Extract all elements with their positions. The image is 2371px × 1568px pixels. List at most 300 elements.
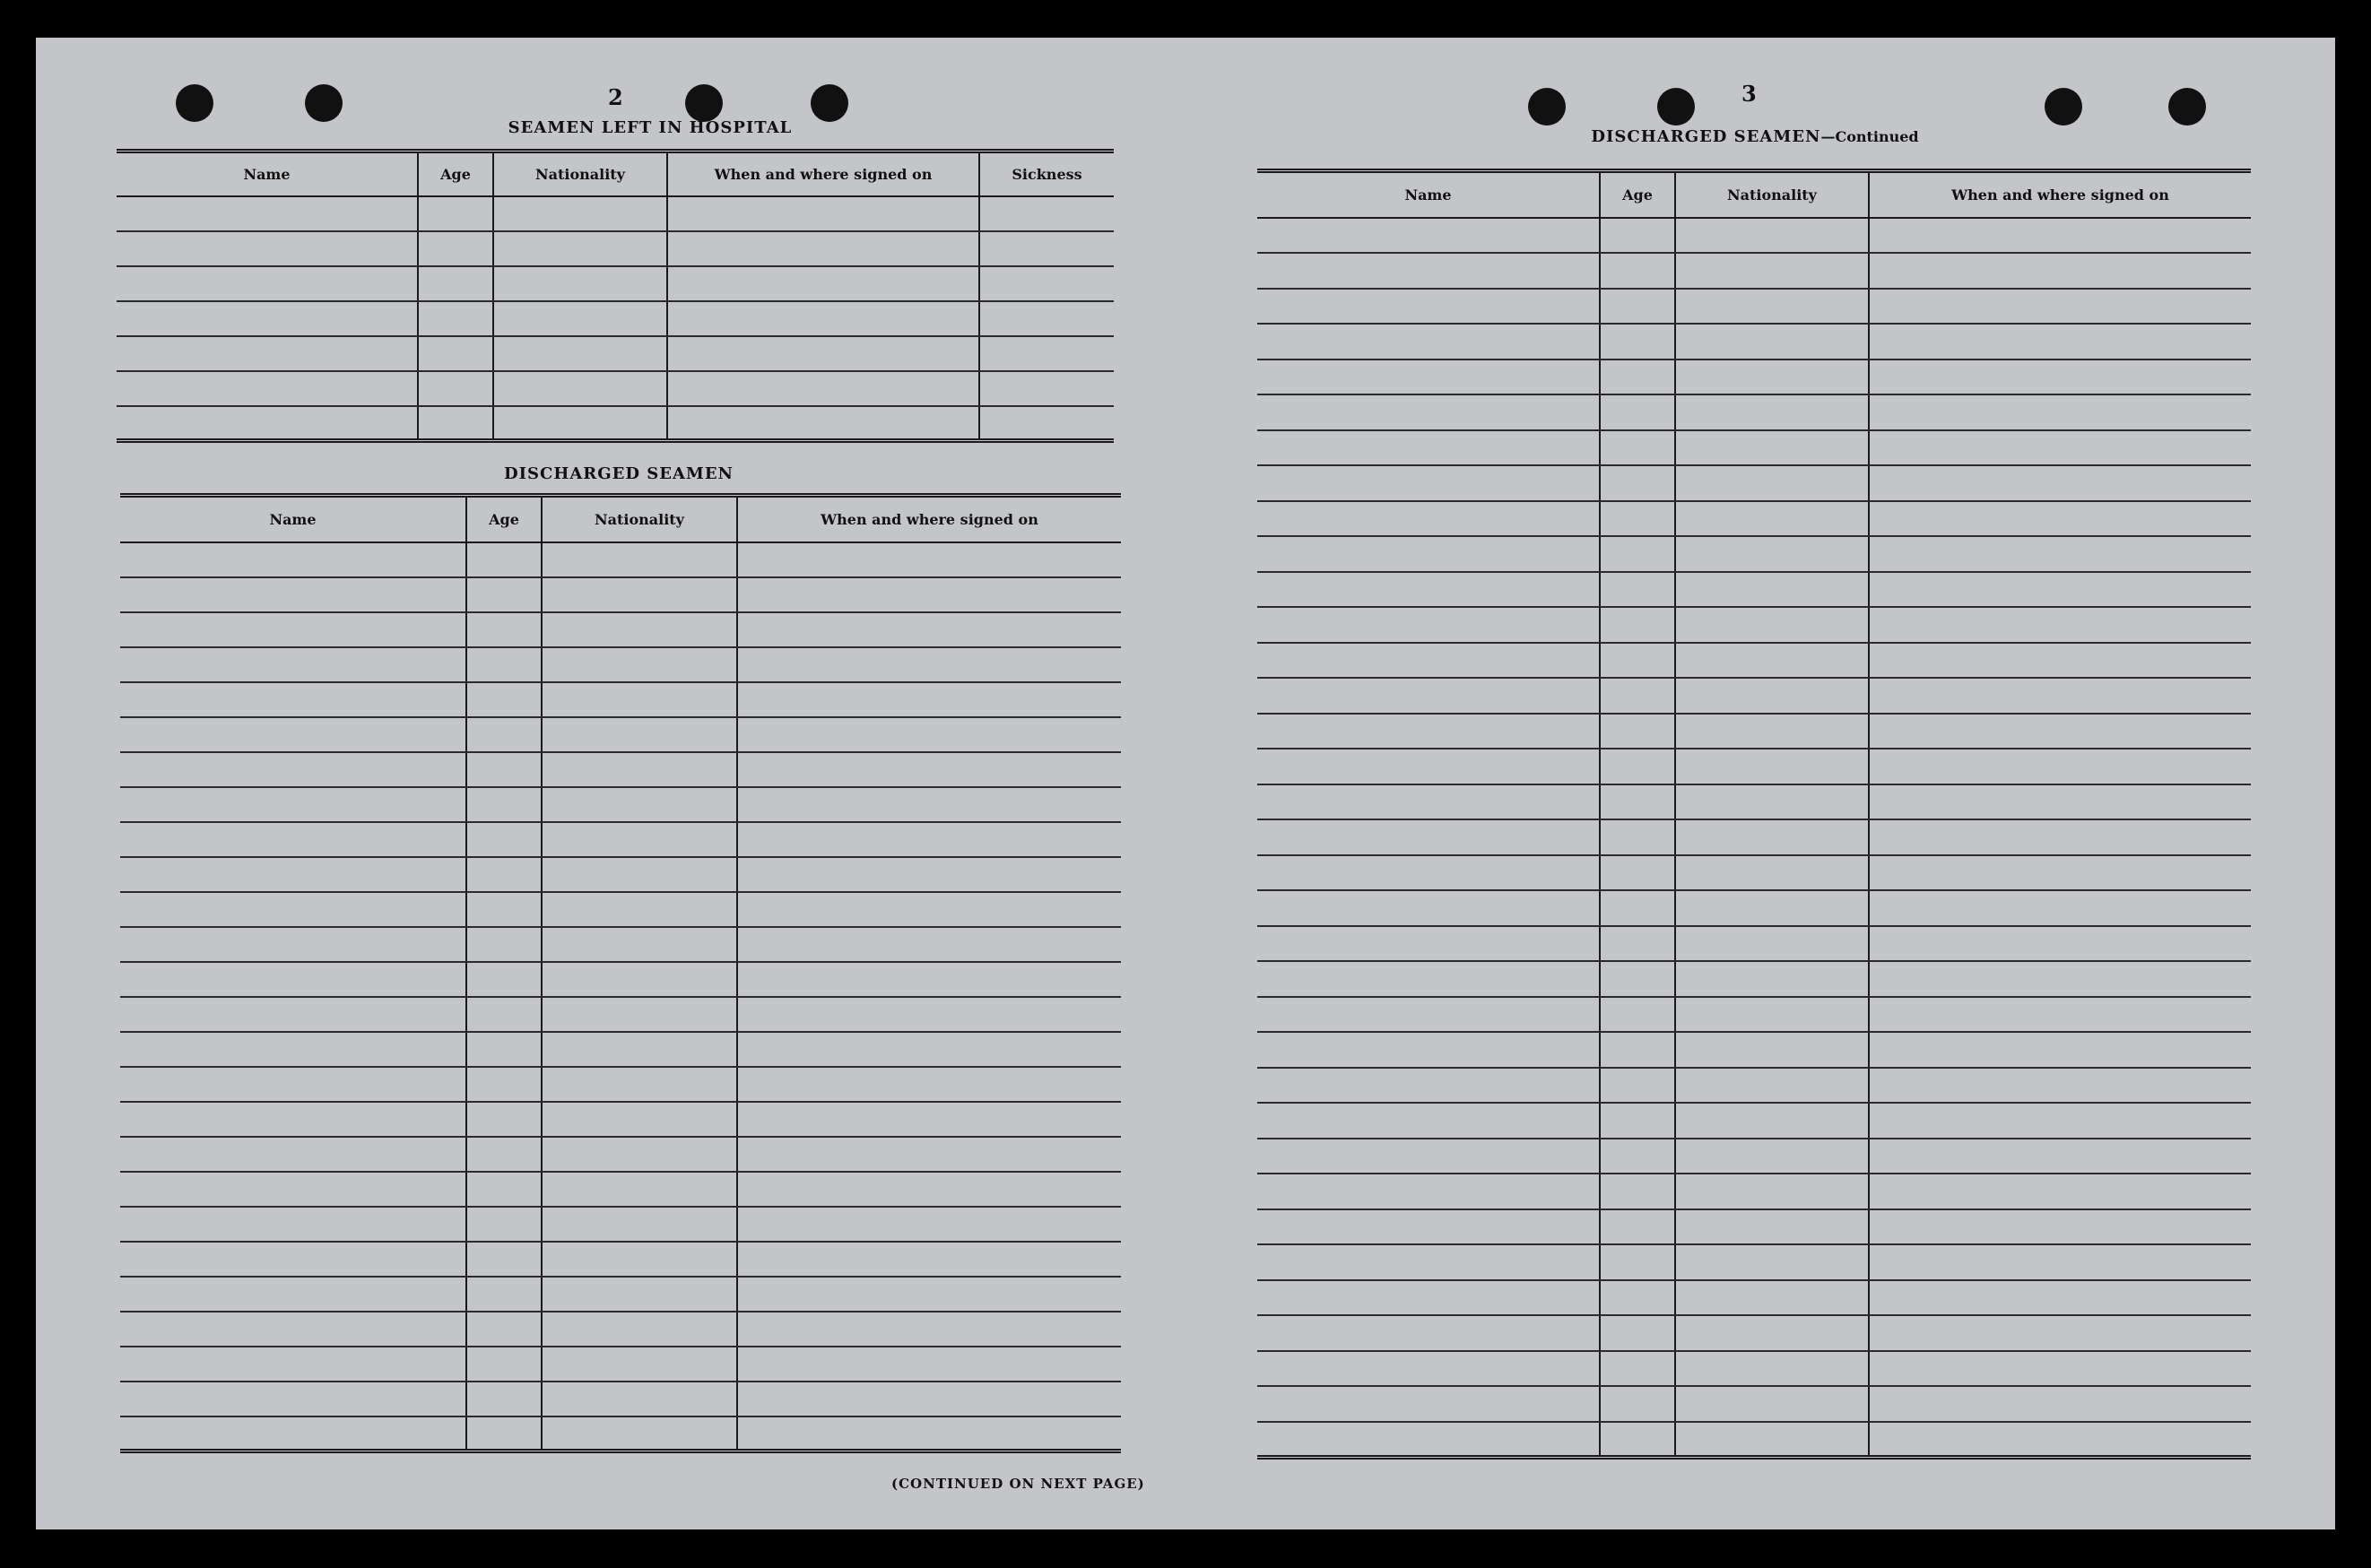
- table-row: [1257, 572, 2251, 608]
- table-cell: [1600, 997, 1675, 1033]
- table-cell: [117, 301, 418, 336]
- table-cell: [979, 231, 1114, 266]
- table-cell: [737, 787, 1121, 822]
- table-cell: [120, 542, 466, 577]
- table-row: [1257, 997, 2251, 1033]
- table-cell: [1257, 714, 1600, 749]
- table-cell: [1869, 1280, 2251, 1316]
- table-cell: [1600, 890, 1675, 926]
- table-cell: [979, 371, 1114, 406]
- table-cell: [466, 1416, 542, 1451]
- table-cell: [667, 371, 979, 406]
- table-cell: [1257, 324, 1600, 360]
- table-cell: [1600, 1139, 1675, 1174]
- table-cell: [1869, 1103, 2251, 1139]
- table-cell: [1675, 784, 1869, 820]
- table-cell: [1257, 784, 1600, 820]
- table-row: [1257, 714, 2251, 749]
- table-cell: [1675, 289, 1869, 325]
- table-cell: [1675, 465, 1869, 501]
- table-cell: [1600, 819, 1675, 855]
- table-cell: [542, 612, 737, 647]
- table-cell: [1675, 394, 1869, 430]
- table-cell: [1675, 1209, 1869, 1245]
- table-row: [120, 1207, 1121, 1242]
- table-row: [1257, 1068, 2251, 1104]
- table-cell: [466, 892, 542, 927]
- table-cell: [737, 1416, 1121, 1451]
- column-header-age: Age: [1600, 171, 1675, 218]
- table-cell: [1675, 607, 1869, 643]
- column-header-nationality: Nationality: [1675, 171, 1869, 218]
- table-cell: [1869, 501, 2251, 537]
- table-row: [1257, 1209, 2251, 1245]
- table-cell: [1869, 678, 2251, 714]
- column-header-sickness: Sickness: [979, 152, 1114, 196]
- table-cell: [1675, 1422, 1869, 1458]
- table-row: [120, 997, 1121, 1032]
- table-row: [1257, 890, 2251, 926]
- table-cell: [1600, 1315, 1675, 1351]
- hospital-section-title: SEAMEN LEFT IN HOSPITAL: [508, 118, 793, 137]
- table-cell: [466, 997, 542, 1032]
- table-cell: [418, 406, 493, 441]
- table-cell: [117, 371, 418, 406]
- table-cell: [1675, 430, 1869, 466]
- table-cell: [1257, 607, 1600, 643]
- table-cell: [542, 1172, 737, 1207]
- table-cell: [1675, 536, 1869, 572]
- table-cell: [466, 1032, 542, 1067]
- table-cell: [1675, 890, 1869, 926]
- table-cell: [1257, 1351, 1600, 1387]
- table-cell: [1869, 784, 2251, 820]
- table-cell: [1869, 572, 2251, 608]
- table-cell: [1675, 749, 1869, 784]
- table-cell: [120, 1312, 466, 1347]
- table-cell: [1600, 1032, 1675, 1068]
- table-row: [1257, 536, 2251, 572]
- table-cell: [1257, 1386, 1600, 1422]
- punch-hole: [2168, 88, 2206, 126]
- punch-hole: [685, 84, 723, 122]
- table-cell: [1600, 1386, 1675, 1422]
- table-cell: [120, 1347, 466, 1382]
- table-cell: [737, 717, 1121, 752]
- table-cell: [1869, 926, 2251, 962]
- table-cell: [466, 682, 542, 717]
- table-cell: [1675, 1103, 1869, 1139]
- table-cell: [418, 231, 493, 266]
- table-cell: [542, 577, 737, 612]
- table-row: [1257, 749, 2251, 784]
- table-cell: [737, 1137, 1121, 1172]
- table-cell: [737, 1382, 1121, 1416]
- table-cell: [1600, 678, 1675, 714]
- table-cell: [542, 787, 737, 822]
- table-cell: [1675, 1351, 1869, 1387]
- table-cell: [1600, 1068, 1675, 1104]
- table-cell: [737, 1277, 1121, 1312]
- table-row: [1257, 218, 2251, 254]
- table-cell: [1257, 749, 1600, 784]
- table-cell: [1869, 855, 2251, 891]
- table-cell: [1257, 1032, 1600, 1068]
- table-cell: [1600, 926, 1675, 962]
- table-row: [1257, 1139, 2251, 1174]
- column-header-nationality: Nationality: [493, 152, 667, 196]
- table-cell: [1600, 1280, 1675, 1316]
- table-cell: [979, 196, 1114, 231]
- table-cell: [542, 1416, 737, 1451]
- discharged-continued-title-main: DISCHARGED SEAMEN: [1591, 127, 1821, 146]
- table-cell: [542, 1207, 737, 1242]
- table-row: [120, 577, 1121, 612]
- table-cell: [466, 1242, 542, 1277]
- table-row: [1257, 253, 2251, 289]
- table-cell: [1600, 749, 1675, 784]
- table-row: [1257, 430, 2251, 466]
- table-cell: [1869, 430, 2251, 466]
- table-cell: [542, 857, 737, 892]
- table-cell: [1600, 855, 1675, 891]
- table-cell: [493, 231, 667, 266]
- table-cell: [1257, 465, 1600, 501]
- table-cell: [120, 682, 466, 717]
- table-cell: [1257, 1139, 1600, 1174]
- table-cell: [1257, 1244, 1600, 1280]
- table-cell: [1869, 1174, 2251, 1209]
- table-row: [1257, 926, 2251, 962]
- table-cell: [1869, 289, 2251, 325]
- table-row: [120, 822, 1121, 857]
- table-cell: [466, 1382, 542, 1416]
- table-cell: [120, 1242, 466, 1277]
- table-cell: [737, 1067, 1121, 1102]
- table-cell: [1257, 678, 1600, 714]
- table-cell: [1257, 253, 1600, 289]
- table-cell: [466, 647, 542, 682]
- punch-hole: [811, 84, 848, 122]
- table-cell: [1869, 890, 2251, 926]
- table-cell: [1675, 1315, 1869, 1351]
- table-cell: [1869, 1244, 2251, 1280]
- table-cell: [979, 406, 1114, 441]
- table-cell: [1869, 714, 2251, 749]
- table-cell: [542, 927, 737, 962]
- table-cell: [1675, 324, 1869, 360]
- discharged-section-title: DISCHARGED SEAMEN: [503, 464, 734, 483]
- table-cell: [120, 1102, 466, 1137]
- table-cell: [120, 717, 466, 752]
- table-cell: [1869, 218, 2251, 254]
- table-cell: [1600, 324, 1675, 360]
- column-header-nationality: Nationality: [542, 496, 737, 542]
- table-row: [120, 647, 1121, 682]
- table-row: [120, 1102, 1121, 1137]
- table-cell: [466, 1172, 542, 1207]
- table-cell: [1600, 218, 1675, 254]
- table-cell: [1600, 536, 1675, 572]
- table-cell: [1675, 1139, 1869, 1174]
- table-cell: [120, 612, 466, 647]
- table-cell: [418, 266, 493, 301]
- table-cell: [1675, 1244, 1869, 1280]
- table-cell: [1600, 430, 1675, 466]
- table-cell: [737, 927, 1121, 962]
- table-cell: [1257, 394, 1600, 430]
- table-row: [1257, 501, 2251, 537]
- table-cell: [1675, 1032, 1869, 1068]
- table-cell: [117, 196, 418, 231]
- table-cell: [493, 371, 667, 406]
- column-header-signed-on: When and where signed on: [737, 496, 1121, 542]
- table-cell: [466, 717, 542, 752]
- table-cell: [542, 1137, 737, 1172]
- table-cell: [120, 752, 466, 787]
- table-cell: [418, 196, 493, 231]
- table-cell: [1600, 1103, 1675, 1139]
- table-cell: [1257, 819, 1600, 855]
- table-cell: [1600, 1244, 1675, 1280]
- table-cell: [466, 962, 542, 997]
- table-cell: [1869, 643, 2251, 679]
- table-cell: [1600, 289, 1675, 325]
- table-cell: [542, 962, 737, 997]
- punch-hole: [1657, 88, 1695, 126]
- table-row: [1257, 678, 2251, 714]
- table-cell: [1869, 607, 2251, 643]
- table-cell: [667, 231, 979, 266]
- table-row: [1257, 289, 2251, 325]
- table-cell: [493, 266, 667, 301]
- table-cell: [542, 1382, 737, 1416]
- table-row: [120, 1382, 1121, 1416]
- table-cell: [120, 962, 466, 997]
- table-cell: [542, 682, 737, 717]
- table-cell: [1869, 394, 2251, 430]
- table-cell: [542, 1277, 737, 1312]
- table-cell: [1675, 819, 1869, 855]
- table-cell: [667, 406, 979, 441]
- table-cell: [1869, 1386, 2251, 1422]
- table-row: [117, 266, 1114, 301]
- table-cell: [1257, 1174, 1600, 1209]
- column-header-age: Age: [466, 496, 542, 542]
- table-cell: [466, 1102, 542, 1137]
- table-cell: [542, 542, 737, 577]
- table-cell: [466, 542, 542, 577]
- table-cell: [120, 1277, 466, 1312]
- table-cell: [120, 892, 466, 927]
- table-row: [120, 752, 1121, 787]
- punch-hole: [176, 84, 213, 122]
- table-row: [120, 892, 1121, 927]
- table-cell: [466, 1207, 542, 1242]
- table-cell: [737, 682, 1121, 717]
- table-row: [120, 717, 1121, 752]
- table-cell: [737, 892, 1121, 927]
- table-row: [120, 682, 1121, 717]
- table-cell: [466, 752, 542, 787]
- discharged-continued-title-suffix: —Continued: [1820, 128, 1919, 145]
- table-cell: [542, 647, 737, 682]
- table-row: [117, 231, 1114, 266]
- table-cell: [466, 612, 542, 647]
- table-cell: [493, 196, 667, 231]
- table-cell: [737, 1242, 1121, 1277]
- table-row: [1257, 1032, 2251, 1068]
- table-cell: [1869, 749, 2251, 784]
- table-cell: [1600, 1209, 1675, 1245]
- table-cell: [1869, 360, 2251, 395]
- table-cell: [466, 1277, 542, 1312]
- table-cell: [737, 1102, 1121, 1137]
- punch-hole: [1528, 88, 1566, 126]
- table-row: [120, 1242, 1121, 1277]
- table-cell: [737, 612, 1121, 647]
- table-cell: [979, 266, 1114, 301]
- table-cell: [1600, 1422, 1675, 1458]
- table-row: [120, 962, 1121, 997]
- table-cell: [737, 1207, 1121, 1242]
- table-row: [1257, 1422, 2251, 1458]
- table-row: [1257, 1103, 2251, 1139]
- table-cell: [1257, 926, 1600, 962]
- table-cell: [1675, 1174, 1869, 1209]
- discharged-continued-title: [1221, 127, 2288, 146]
- column-header-signed-on: When and where signed on: [667, 152, 979, 196]
- table-row: [1257, 465, 2251, 501]
- table-row: [1257, 784, 2251, 820]
- table-cell: [1675, 501, 1869, 537]
- punch-hole: [2045, 88, 2082, 126]
- table-cell: [542, 752, 737, 787]
- table-row: [1257, 643, 2251, 679]
- table-row: [117, 371, 1114, 406]
- table-cell: [1675, 360, 1869, 395]
- table-cell: [737, 962, 1121, 997]
- table-cell: [120, 997, 466, 1032]
- hospital-table: [117, 149, 1114, 443]
- table-cell: [542, 892, 737, 927]
- table-cell: [1600, 501, 1675, 537]
- table-row: [1257, 1244, 2251, 1280]
- table-cell: [737, 752, 1121, 787]
- table-cell: [1675, 997, 1869, 1033]
- table-cell: [466, 787, 542, 822]
- table-cell: [466, 1312, 542, 1347]
- table-cell: [418, 371, 493, 406]
- table-cell: [1675, 253, 1869, 289]
- table-cell: [117, 231, 418, 266]
- table-row: [120, 927, 1121, 962]
- table-row: [1257, 1280, 2251, 1316]
- column-header-name: Name: [120, 496, 466, 542]
- table-cell: [1600, 1174, 1675, 1209]
- discharged-table: [120, 493, 1121, 1453]
- table-cell: [1869, 1068, 2251, 1104]
- table-row: [120, 787, 1121, 822]
- table-cell: [1600, 253, 1675, 289]
- table-row: [1257, 1315, 2251, 1351]
- table-cell: [120, 1172, 466, 1207]
- table-cell: [1675, 926, 1869, 962]
- table-cell: [667, 336, 979, 371]
- table-cell: [120, 927, 466, 962]
- table-cell: [120, 787, 466, 822]
- table-cell: [542, 1347, 737, 1382]
- table-cell: [979, 336, 1114, 371]
- table-cell: [542, 1102, 737, 1137]
- table-cell: [542, 1032, 737, 1067]
- table-cell: [1600, 465, 1675, 501]
- table-cell: [979, 301, 1114, 336]
- table-cell: [667, 266, 979, 301]
- table-cell: [117, 406, 418, 441]
- table-cell: [1675, 1386, 1869, 1422]
- table-cell: [542, 997, 737, 1032]
- page-number: 3: [1741, 81, 1757, 107]
- table-cell: [466, 857, 542, 892]
- table-cell: [1257, 961, 1600, 997]
- table-row: [120, 612, 1121, 647]
- table-cell: [1869, 1139, 2251, 1174]
- table-cell: [737, 1347, 1121, 1382]
- table-cell: [493, 336, 667, 371]
- table-row: [1257, 394, 2251, 430]
- table-cell: [667, 196, 979, 231]
- table-cell: [120, 822, 466, 857]
- table-row: [120, 1416, 1121, 1451]
- table-cell: [1675, 855, 1869, 891]
- table-cell: [737, 997, 1121, 1032]
- table-cell: [120, 577, 466, 612]
- table-row: [1257, 324, 2251, 360]
- table-cell: [117, 266, 418, 301]
- discharged-continued-table-body: [1257, 218, 2251, 1458]
- table-cell: [1600, 572, 1675, 608]
- table-cell: [1600, 643, 1675, 679]
- table-cell: [1257, 1209, 1600, 1245]
- discharged-continued-table: [1257, 169, 2251, 1460]
- table-cell: [737, 647, 1121, 682]
- hospital-table-body: [117, 196, 1114, 441]
- column-header-signed-on: When and where signed on: [1869, 171, 2251, 218]
- table-row: [1257, 961, 2251, 997]
- table-cell: [1869, 1315, 2251, 1351]
- table-row: [1257, 360, 2251, 395]
- table-cell: [1257, 1422, 1600, 1458]
- table-cell: [466, 1347, 542, 1382]
- table-cell: [1869, 1422, 2251, 1458]
- table-cell: [1675, 218, 1869, 254]
- table-cell: [120, 1032, 466, 1067]
- table-row: [120, 1067, 1121, 1102]
- table-cell: [466, 1137, 542, 1172]
- continued-note: (CONTINUED ON NEXT PAGE): [891, 1476, 1145, 1492]
- table-cell: [120, 1382, 466, 1416]
- table-cell: [1675, 714, 1869, 749]
- table-cell: [1675, 1280, 1869, 1316]
- table-row: [120, 542, 1121, 577]
- table-cell: [466, 822, 542, 857]
- table-cell: [1257, 1280, 1600, 1316]
- table-cell: [418, 301, 493, 336]
- table-cell: [1869, 253, 2251, 289]
- table-cell: [120, 647, 466, 682]
- table-cell: [737, 577, 1121, 612]
